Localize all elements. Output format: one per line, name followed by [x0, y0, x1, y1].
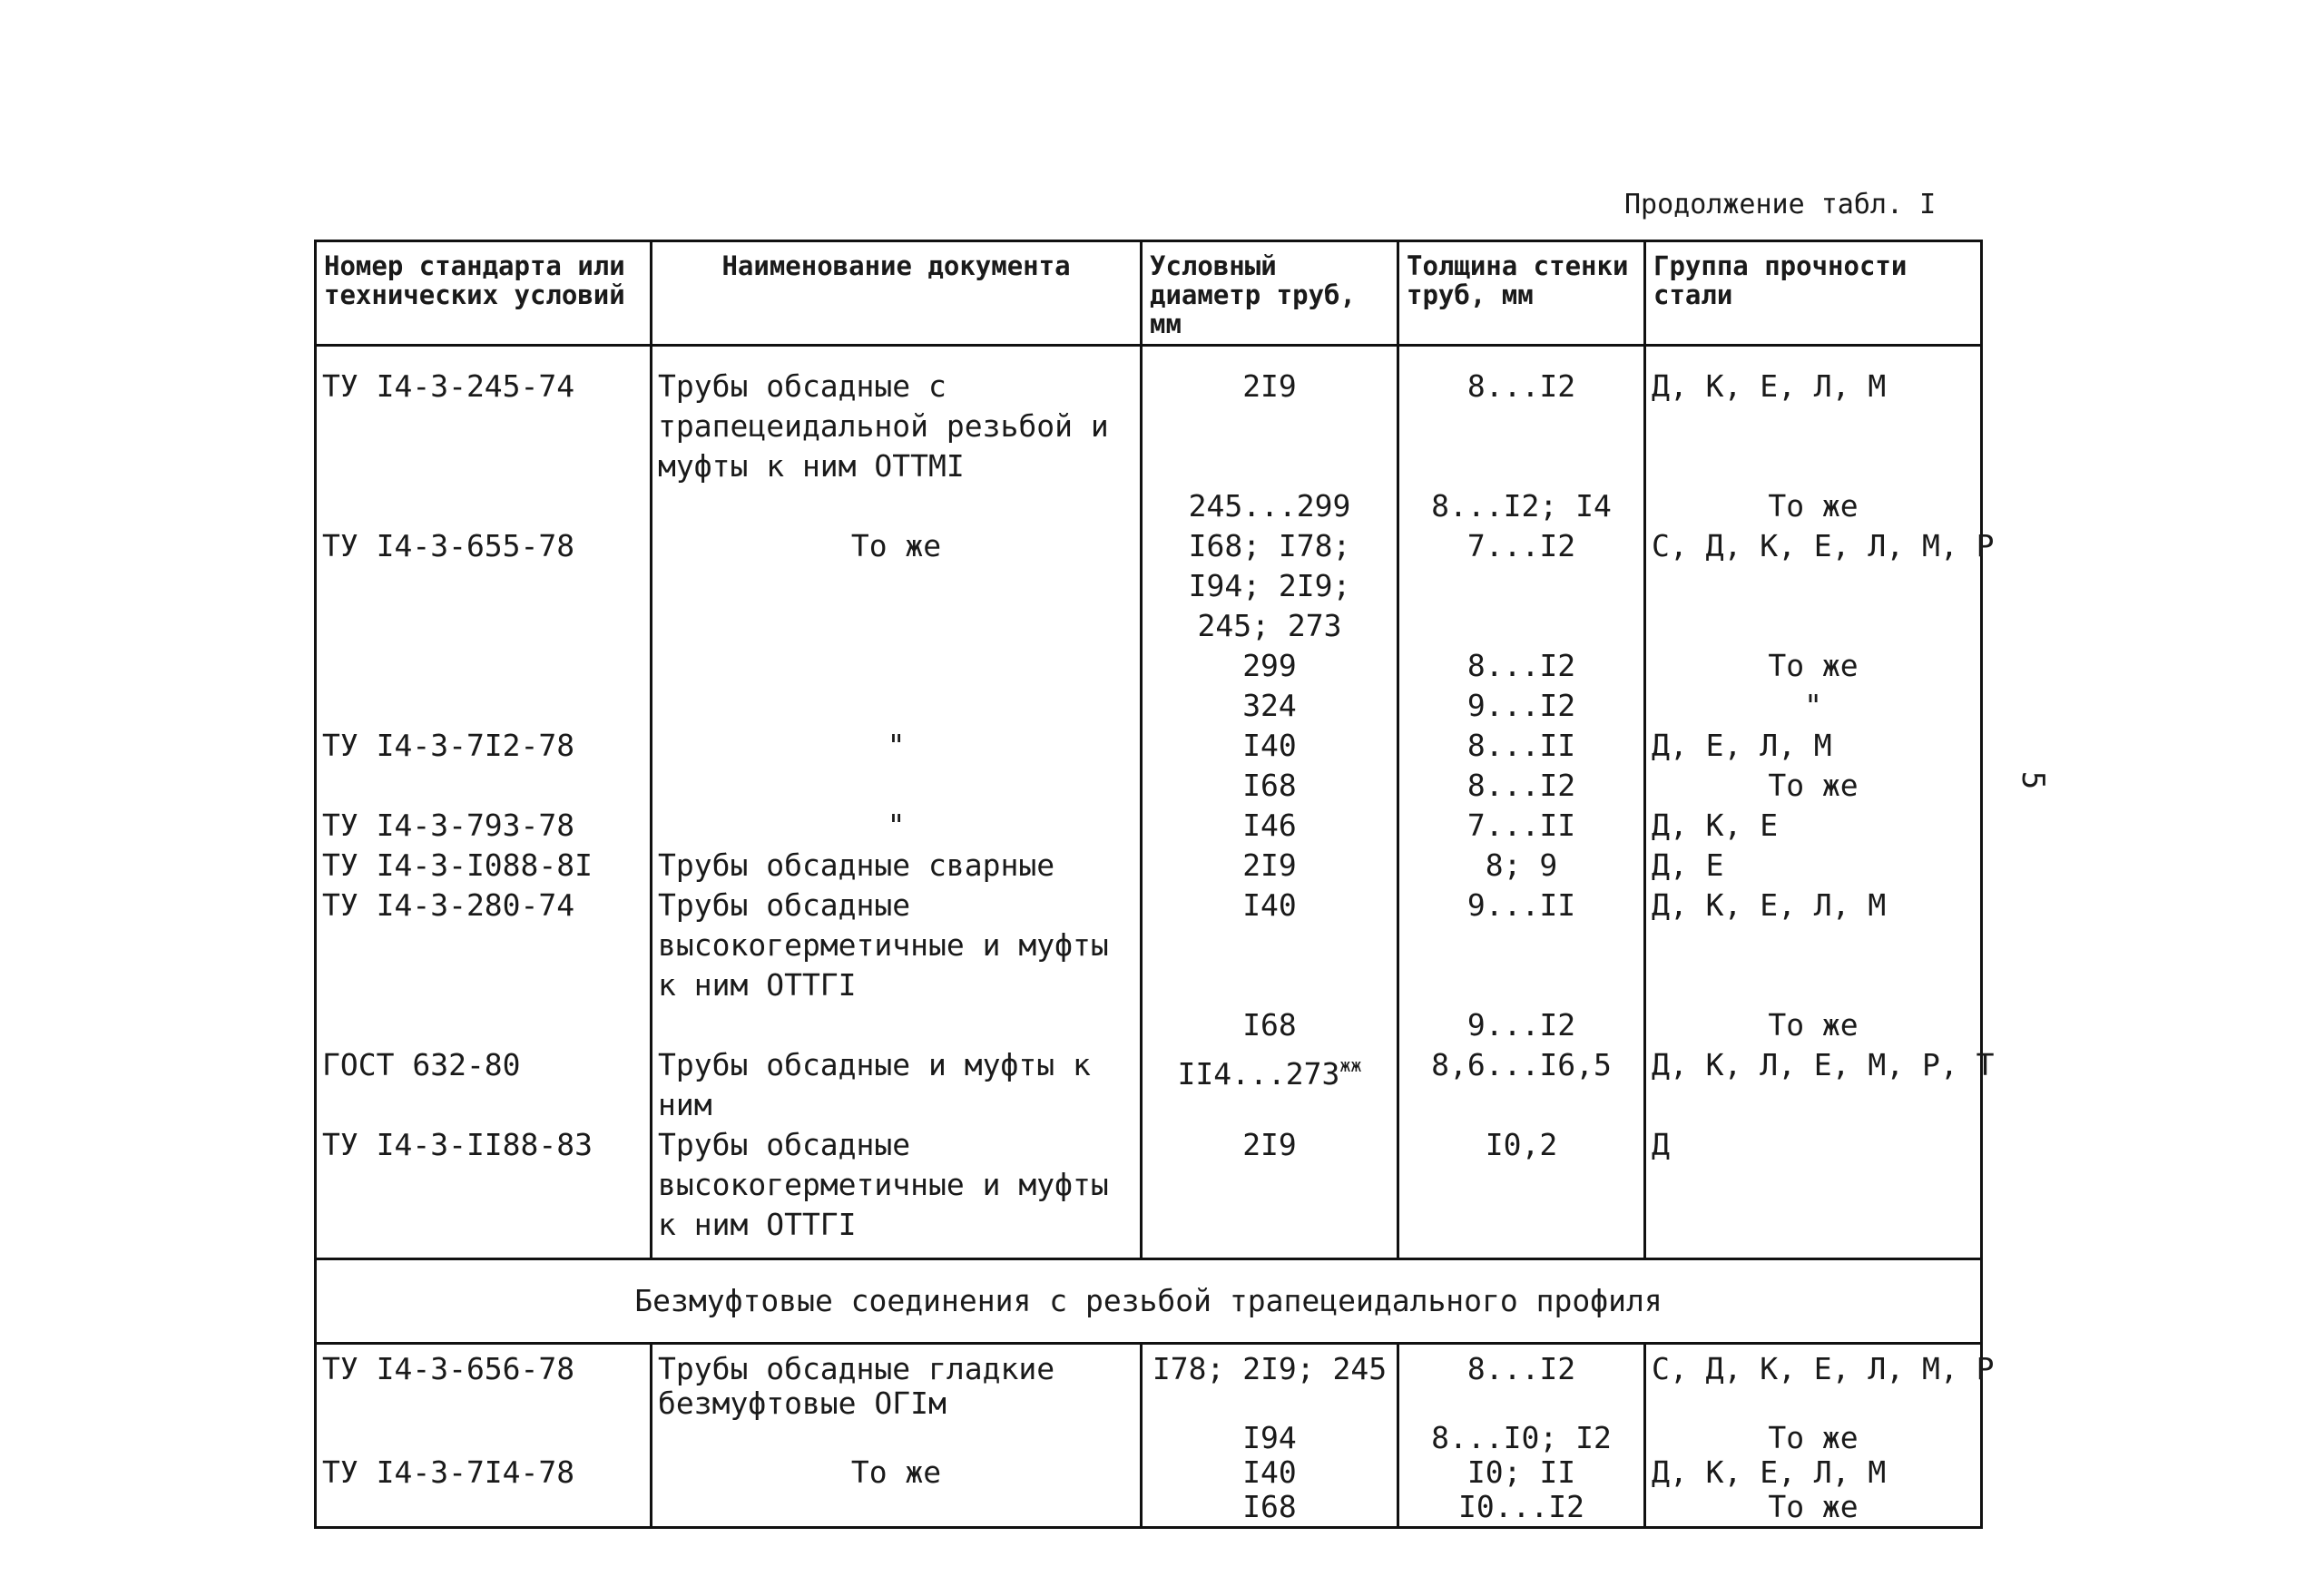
cell-wall-thickness: 8...I2; I4	[1398, 486, 1645, 526]
cell-wall-thickness: 9...II	[1398, 886, 1645, 1005]
table-caption: Продолжение табл. I	[1624, 189, 1937, 220]
header-document-name: Наименование документа	[652, 241, 1142, 346]
cell-document-name: "	[652, 726, 1142, 766]
cell-document-name	[652, 686, 1142, 726]
cell-document-name: То же	[652, 1455, 1142, 1490]
cell-strength-group: Д	[1645, 1125, 1982, 1259]
table-row	[316, 806, 1982, 846]
table-row	[316, 1045, 1982, 1125]
cell-document-name: Трубы обсадные с трапецеидальной резьбой и муфты к ним ОТТМI	[652, 346, 1142, 487]
cell-document-name: Трубы обсадные высокогерметичные и муфты к ним ОТТГI	[652, 1125, 1142, 1259]
cell-diameter: I40	[1142, 726, 1398, 766]
cell-diameter: I78; 2I9; 245	[1142, 1344, 1398, 1422]
cell-strength-group: То же	[1645, 1005, 1982, 1045]
cell-strength-group: То же	[1645, 766, 1982, 806]
cell-standard	[316, 1490, 652, 1528]
cell-diameter: I68	[1142, 1490, 1398, 1528]
cell-diameter: 245...299	[1142, 486, 1398, 526]
cell-strength-group: То же	[1645, 646, 1982, 686]
cell-wall-thickness: 8...II	[1398, 726, 1645, 766]
cell-strength-group: То же	[1645, 1421, 1982, 1455]
cell-diameter: I40	[1142, 1455, 1398, 1490]
cell-standard	[316, 686, 652, 726]
cell-strength-group: Д, Е	[1645, 846, 1982, 886]
cell-wall-thickness: 8...I2	[1398, 646, 1645, 686]
cell-diameter: 2I9	[1142, 846, 1398, 886]
cell-diameter: 324	[1142, 686, 1398, 726]
cell-diameter: I68	[1142, 766, 1398, 806]
cell-strength-group: Д, Е, Л, М	[1645, 726, 1982, 766]
cell-wall-thickness: 8; 9	[1398, 846, 1645, 886]
table-body	[316, 346, 1995, 1259]
cell-document-name: "	[652, 806, 1142, 846]
cell-document-name	[652, 1490, 1142, 1528]
cell-standard	[316, 646, 652, 686]
section-title: Безмуфтовые соединения с резьбой трапецеидального профиля	[316, 1259, 1982, 1344]
table-row	[316, 1005, 1982, 1045]
table-row	[316, 1490, 1982, 1528]
cell-diameter: I46	[1142, 806, 1398, 846]
cell-strength-group: Д, К, Л, Е, М, Р, Т	[1645, 1045, 1982, 1125]
cell-diameter: $II4...273^{жж}$	[1142, 1045, 1398, 1125]
cell-diameter: I40	[1142, 886, 1398, 1005]
cell-strength-group: С, Д, К, Е, Л, М, Р	[1645, 1344, 1982, 1422]
cell-diameter: 2I9	[1142, 1125, 1398, 1259]
footnote-mark: жж	[1339, 1054, 1362, 1076]
cell-document-name: То же	[652, 526, 1142, 646]
cell-wall-thickness: 8...I0; I2	[1398, 1421, 1645, 1455]
cell-document-name: Трубы обсадные и муфты к ним	[652, 1045, 1142, 1125]
cell-standard: ТУ I4-3-655-78	[316, 526, 652, 646]
cell-wall-thickness: 8...I2	[1398, 766, 1645, 806]
table-row	[316, 1421, 1982, 1455]
cell-wall-thickness: 9...I2	[1398, 1005, 1645, 1045]
cell-document-name	[652, 766, 1142, 806]
header-diameter: Условный диаметр труб, мм	[1142, 241, 1398, 346]
cell-standard: ТУ I4-3-245-74	[316, 346, 652, 487]
cell-document-name	[652, 646, 1142, 686]
table-row	[316, 1455, 1982, 1490]
cell-diameter: 299	[1142, 646, 1398, 686]
cell-strength-group: С, Д, К, Е, Л, М, Р	[1645, 526, 1982, 646]
page-number: 5	[2015, 770, 2052, 790]
cell-wall-thickness: I0; II	[1398, 1455, 1645, 1490]
cell-wall-thickness: 7...II	[1398, 806, 1645, 846]
table-row	[316, 886, 1982, 1005]
cell-diameter: I68	[1142, 1005, 1398, 1045]
cell-wall-thickness: 8,6...I6,5	[1398, 1045, 1645, 1125]
section-row	[316, 1259, 1982, 1344]
table-row	[316, 726, 1982, 766]
cell-standard	[316, 766, 652, 806]
cell-document-name	[652, 1005, 1142, 1045]
cell-document-name: Трубы обсадные сварные	[652, 846, 1142, 886]
cell-strength-group: То же	[1645, 1490, 1982, 1528]
header-strength-group: Группа прочности стали	[1645, 241, 1982, 346]
cell-strength-group: Д, К, Е, Л, М	[1645, 346, 1982, 487]
cell-standard: ТУ I4-3-7I4-78	[316, 1455, 652, 1490]
cell-standard: ТУ I4-3-280-74	[316, 886, 652, 1005]
cell-wall-thickness: 8...I2	[1398, 346, 1645, 487]
cell-wall-thickness: I0,2	[1398, 1125, 1645, 1259]
cell-strength-group: То же	[1645, 486, 1982, 526]
cell-wall-thickness: 9...I2	[1398, 686, 1645, 726]
table-row	[316, 526, 1982, 646]
table-row	[316, 1125, 1982, 1259]
cell-strength-group: Д, К, Е, Л, М	[1645, 1455, 1982, 1490]
standards-table	[314, 240, 1995, 1529]
cell-wall-thickness: I0...I2	[1398, 1490, 1645, 1528]
table-row	[316, 766, 1982, 806]
cell-document-name: Трубы обсадные гладкие безмуфтовые ОГIм	[652, 1344, 1142, 1422]
cell-document-name	[652, 486, 1142, 526]
table-row	[316, 486, 1982, 526]
cell-standard	[316, 1421, 652, 1455]
table-row	[316, 346, 1982, 487]
cell-strength-group: Д, К, Е	[1645, 806, 1982, 846]
cell-diameter: I68; I78; I94; 2I9; 245; 273	[1142, 526, 1398, 646]
cell-standard: ТУ I4-3-7I2-78	[316, 726, 652, 766]
cell-document-name: Трубы обсадные высокогерметичные и муфты к ним ОТТГI	[652, 886, 1142, 1005]
cell-wall-thickness: 7...I2	[1398, 526, 1645, 646]
table-row	[316, 646, 1982, 686]
cell-standard: ТУ I4-3-I088-8I	[316, 846, 652, 886]
cell-document-name	[652, 1421, 1142, 1455]
cell-standard: ТУ I4-3-656-78	[316, 1344, 652, 1422]
table-row	[316, 686, 1982, 726]
cell-standard	[316, 486, 652, 526]
cell-standard: ТУ I4-3-II88-83	[316, 1125, 652, 1259]
cell-wall-thickness: 8...I2	[1398, 1344, 1645, 1422]
cell-standard: ТУ I4-3-793-78	[316, 806, 652, 846]
cell-diameter: I94	[1142, 1421, 1398, 1455]
cell-diameter: 2I9	[1142, 346, 1398, 487]
table-row	[316, 846, 1982, 886]
table-row	[316, 1344, 1982, 1422]
table-header-row	[316, 241, 1982, 346]
cell-strength-group: Д, К, Е, Л, М	[1645, 886, 1982, 1005]
cell-standard: ГОСТ 632-80	[316, 1045, 652, 1125]
header-standard: Номер стандарта или технических условий	[316, 241, 652, 346]
table-body-seamless	[316, 1344, 1995, 1528]
cell-strength-group: "	[1645, 686, 1982, 726]
header-wall-thickness: Толщина стенки труб, мм	[1398, 241, 1645, 346]
cell-standard	[316, 1005, 652, 1045]
